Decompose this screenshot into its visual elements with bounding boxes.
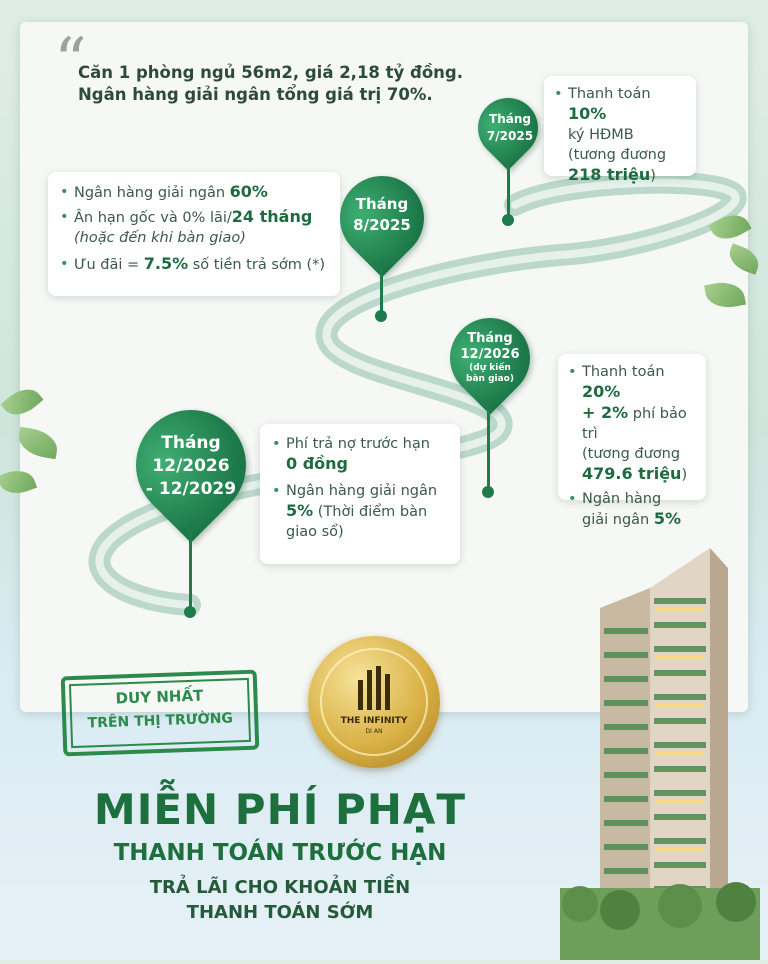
intro-line-1: Căn 1 phòng ngủ 56m2, giá 2,18 tỷ đồng.: [78, 63, 464, 82]
timeline-pin-7-2025: [478, 98, 542, 238]
building-logo-icon: [358, 666, 390, 710]
card-text: phí bảo trì: [582, 406, 687, 442]
logo-name: THE INFINITY: [340, 716, 408, 726]
card-text: Thanh toán: [582, 364, 665, 380]
pin-note: bàn giao): [466, 374, 514, 384]
headline-tagline-2: THANH TOÁN SỚM: [186, 902, 374, 923]
pin-month-label: Tháng: [355, 195, 409, 213]
card-highlight: 5%: [653, 509, 682, 528]
card-item: [568, 362, 696, 403]
pin-month-label: Tháng: [467, 331, 513, 346]
card-highlight: 10%: [568, 104, 607, 123]
headline-main: MIỄN PHÍ PHẠT: [93, 785, 467, 834]
card-item: • Ngân hàng giải ngân: [272, 481, 448, 501]
card-highlight: 5%: [286, 501, 314, 520]
card-highlight: 479.6 triệu: [582, 464, 682, 483]
headline-tagline-1: TRẢ LÃI CHO KHOẢN TIỀN: [149, 877, 411, 898]
card-text: [568, 464, 696, 485]
card-text: Ưu đãi =: [74, 257, 144, 273]
pin-date: 12/2026: [152, 456, 230, 476]
card-item: • Phí trả nợ trước hạn: [272, 434, 448, 454]
milestone-card-12-2026-12-2029: [260, 424, 460, 564]
card-item: [60, 254, 328, 275]
card-highlight: 20%: [582, 382, 621, 401]
card-highlight: 24 tháng: [231, 207, 313, 226]
card-text: ): [681, 467, 688, 483]
card-text: Ngân hàng giải ngân: [74, 185, 230, 201]
timeline-pin-12-2026: [450, 318, 534, 504]
quote-icon: “: [54, 25, 87, 99]
the-infinity-logo-seal: [308, 636, 440, 768]
milestone-card-7-2025: [544, 76, 696, 184]
milestone-card-12-2026: [558, 354, 706, 528]
card-highlight: 7.5%: [143, 254, 189, 273]
card-item: [60, 182, 328, 203]
card-text: (tương đương: [582, 446, 681, 462]
card-text: [568, 509, 696, 530]
card-text: ký HĐMB: [568, 127, 634, 143]
card-item: • Ngân hàng: [568, 489, 696, 509]
logo-subtitle: DI AN: [365, 728, 383, 735]
card-highlight: 60%: [229, 182, 268, 201]
card-text: giải ngân: [582, 512, 654, 528]
intro-text: [78, 62, 463, 106]
pin-date-end: - 12/2029: [145, 479, 237, 499]
card-text: giao sổ): [286, 524, 344, 540]
card-highlight: 218 triệu: [568, 165, 651, 184]
pin-date: 8/2025: [353, 216, 411, 234]
stamp-line-1: DUY NHẤT: [115, 686, 204, 708]
card-text: ): [650, 168, 656, 184]
headline-secondary: THANH TOÁN TRƯỚC HẠN: [113, 840, 447, 866]
pin-date: 7/2025: [486, 129, 534, 143]
timeline-pin-8-2025: [340, 176, 430, 332]
card-text: [272, 501, 448, 522]
pin-month-label: Tháng: [161, 433, 221, 453]
card-text: (tương đương: [568, 147, 667, 163]
card-text: số tiền trả sớm (*): [188, 257, 326, 273]
card-text: [554, 165, 686, 186]
card-text: (Thời điểm bàn: [313, 504, 428, 520]
timeline-pin-12-2026-12-2029: [136, 410, 252, 622]
card-highlight: + 2%: [582, 403, 629, 422]
building-illustration: [560, 548, 760, 960]
stamp-line-2: TRÊN THỊ TRƯỜNG: [87, 710, 234, 732]
card-text: Thanh toán: [568, 86, 651, 102]
card-item: [60, 207, 328, 228]
tower-graphic: [560, 548, 760, 960]
card-text: Ân hạn gốc và 0% lãi/: [74, 210, 232, 226]
card-note: (hoặc đến khi bàn giao): [74, 230, 246, 246]
card-highlight: 0 đồng: [286, 454, 348, 473]
pin-date: 12/2026: [460, 347, 520, 362]
intro-line-2: Ngân hàng giải ngân tổng giá trị 70%.: [78, 85, 433, 104]
card-text: [568, 403, 696, 444]
card-item: [554, 84, 686, 125]
milestone-card-8-2025: [48, 172, 340, 296]
pin-note: (dự kiến: [469, 363, 511, 373]
unique-market-stamp: [61, 670, 260, 757]
pin-month-label: Tháng: [489, 112, 531, 126]
